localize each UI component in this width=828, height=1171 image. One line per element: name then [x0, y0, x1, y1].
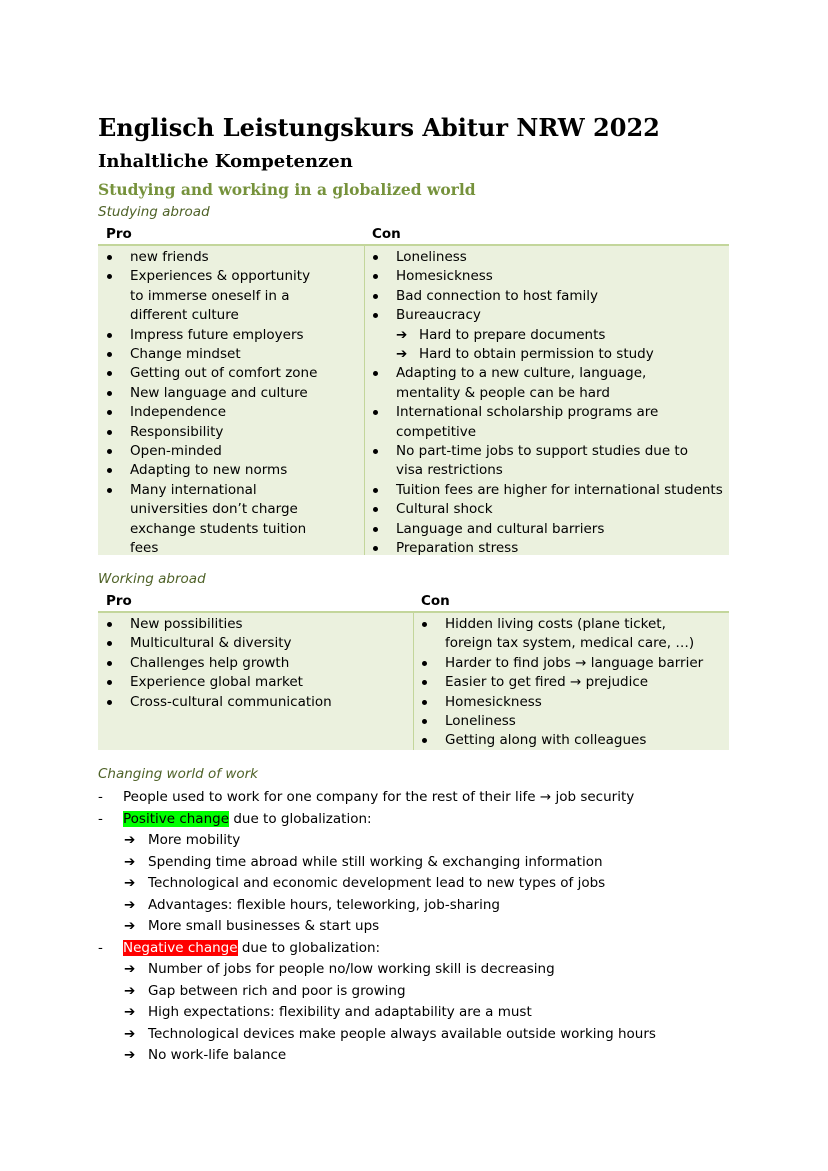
con-column — [364, 246, 729, 555]
list-item: Cross-cultural communication — [98, 693, 413, 712]
list-item-text: People used to work for one company for the rest of their life → job security — [123, 789, 635, 805]
pro-header: Pro — [106, 226, 132, 242]
list-item — [98, 787, 738, 809]
list-item: Tuition fees are higher for international students — [364, 481, 729, 500]
list-item: Preparation stress — [364, 539, 729, 558]
sub-list-item: ➔ Spending time abroad while still working & exchanging information — [98, 852, 738, 874]
list-item: Open-minded — [98, 442, 364, 461]
table-body — [98, 244, 729, 555]
list-item: Multicultural & diversity — [98, 634, 413, 653]
arrow-icon: ➔ — [124, 1025, 136, 1042]
list-item: Getting along with colleagues — [413, 731, 729, 750]
list-item: New possibilities — [98, 615, 413, 634]
pro-column — [98, 613, 413, 750]
list-item: No part-time jobs to support studies due to visa restrictions — [364, 442, 706, 481]
sub-list-item: ➔ Number of jobs for people no/low working skill is decreasing — [98, 959, 738, 981]
list-item: Loneliness — [364, 248, 729, 267]
arrow-icon: ➔ — [124, 896, 136, 913]
list-item: Experiences & opportunity to immerse oneself in a different culture — [98, 267, 320, 325]
list-item: Change mindset — [98, 345, 364, 364]
sub-list-item: ➔ No work-life balance — [98, 1045, 738, 1067]
list-item-text: due to globalization: — [237, 939, 381, 956]
arrow-icon: ➔ — [124, 961, 136, 977]
arrow-icon: ➔ — [124, 875, 136, 891]
list-item: Responsibility — [98, 423, 364, 442]
list-item: Adapting to a new culture, language, mentality & people can be hard — [364, 364, 701, 403]
working-abroad-table — [98, 593, 729, 750]
list-item: New language and culture — [98, 384, 364, 403]
list-item: Easier to get fired → prejudice — [413, 673, 729, 692]
list-item: Homesickness — [364, 267, 729, 286]
dash-marker: - — [98, 789, 103, 805]
working-abroad-heading: Working abroad — [98, 571, 206, 587]
changing-world-heading: Changing world of work — [98, 766, 258, 782]
sub-list-item: ➔ Hard to prepare documents — [364, 326, 729, 345]
list-item: Cultural shock — [364, 500, 729, 519]
arrow-icon: ➔ — [396, 346, 408, 363]
list-item: Experience global market — [98, 673, 413, 692]
sub-list-item: ➔ Advantages: flexible hours, teleworking, job-sharing — [98, 895, 738, 917]
studying-abroad-heading: Studying abroad — [98, 204, 210, 220]
list-item: Impress future employers — [98, 326, 364, 345]
positive-highlight: Positive change — [123, 810, 230, 827]
section-heading: Studying and working in a globalized world — [98, 180, 476, 199]
dash-marker: - — [98, 939, 103, 956]
arrow-icon: ➔ — [124, 832, 136, 848]
list-item: Many international universities don’t charge exchange students tuition fees — [98, 481, 330, 559]
table-body — [98, 611, 729, 750]
sub-list-item: ➔ Gap between rich and poor is growing — [98, 981, 738, 1003]
list-item: Bureaucracy — [364, 306, 729, 325]
document-subtitle: Inhaltliche Kompetenzen — [98, 151, 353, 172]
con-column — [413, 613, 729, 750]
list-item: International scholarship programs are competitive — [364, 403, 729, 442]
arrow-icon: ➔ — [396, 326, 408, 343]
list-item — [98, 809, 738, 831]
sub-list-item: ➔ Technological and economic development lead to new types of jobs — [98, 873, 738, 895]
list-item — [98, 938, 738, 960]
sub-list-item: ➔ Hard to obtain permission to study — [364, 345, 729, 364]
sub-list-item: ➔ More mobility — [98, 830, 738, 852]
arrow-icon: ➔ — [124, 1004, 136, 1020]
sub-list-item: ➔ More small businesses & start ups — [98, 916, 738, 938]
sub-list-item: ➔ Technological devices make people always available outside working hours — [98, 1024, 738, 1046]
arrow-icon: ➔ — [124, 918, 136, 934]
con-header: Con — [421, 593, 450, 609]
arrow-icon: ➔ — [124, 853, 136, 870]
studying-abroad-table — [98, 226, 729, 555]
con-header: Con — [372, 226, 401, 242]
list-item: Getting out of comfort zone — [98, 364, 364, 383]
list-item: Loneliness — [413, 712, 729, 731]
list-item: Independence — [98, 403, 364, 422]
pro-header: Pro — [106, 593, 132, 609]
list-item-text: due to globalization: — [229, 810, 372, 827]
arrow-icon: ➔ — [124, 1047, 136, 1063]
table-header — [98, 593, 729, 611]
list-item: Adapting to new norms — [98, 461, 364, 480]
list-item: Harder to find jobs → language barrier — [413, 654, 729, 673]
list-item: Hidden living costs (plane ticket, foreign tax system, medical care, …) — [413, 615, 717, 654]
list-item: Homesickness — [413, 693, 729, 712]
changing-world-list — [98, 787, 738, 1067]
negative-highlight: Negative change — [123, 939, 238, 956]
list-item: Bad connection to host family — [364, 287, 729, 306]
dash-marker: - — [98, 810, 103, 827]
list-item: new friends — [98, 248, 364, 267]
list-item: Challenges help growth — [98, 654, 413, 673]
table-header — [98, 226, 729, 244]
list-item: Language and cultural barriers — [364, 520, 729, 539]
arrow-icon: ➔ — [124, 982, 136, 999]
sub-list-item: ➔ High expectations: flexibility and adaptability are a must — [98, 1002, 738, 1024]
document-title: Englisch Leistungskurs Abitur NRW 2022 — [98, 113, 660, 142]
pro-column — [98, 246, 364, 555]
